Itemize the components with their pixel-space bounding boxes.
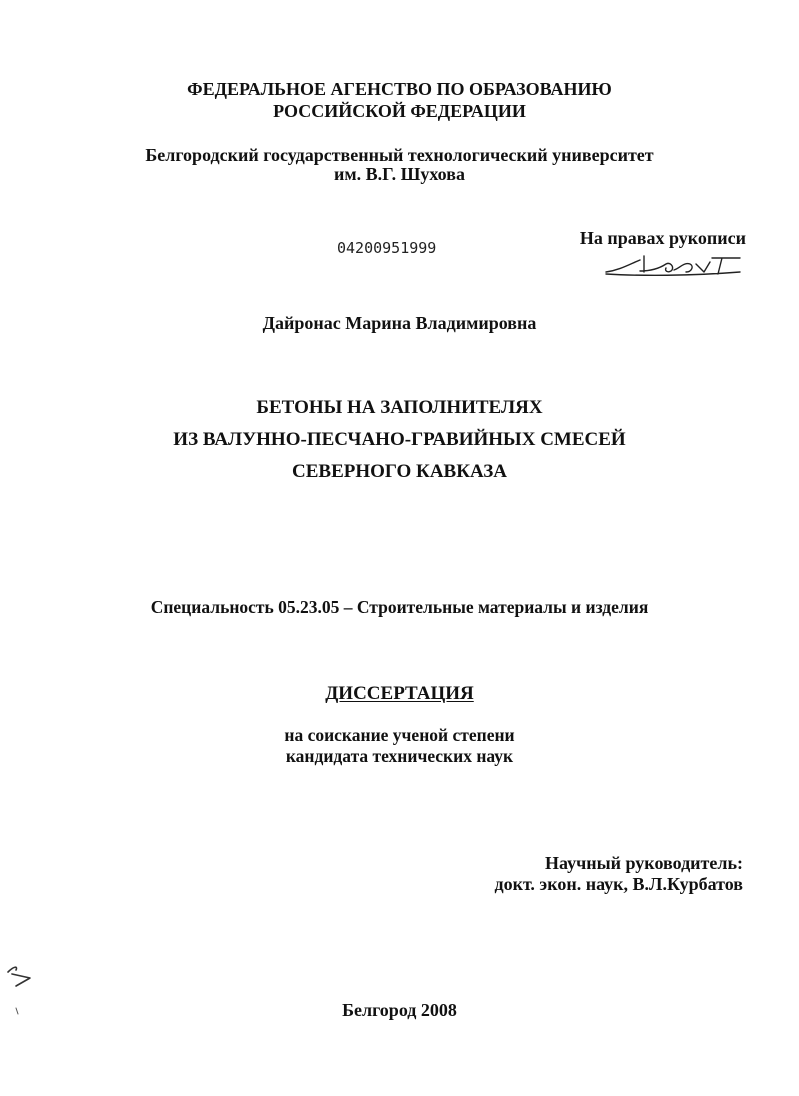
title-line-2: ИЗ ВАЛУННО-ПЕСЧАНО-ГРАВИЙНЫХ СМЕСЕЙ — [173, 429, 626, 450]
agency-line-2: РОССИЙСКОЙ ФЕДЕРАЦИИ — [273, 101, 526, 121]
agency-line-1: ФЕДЕРАЛЬНОЕ АГЕНСТВО ПО ОБРАЗОВАНИЮ — [187, 79, 612, 99]
university-line-2: им. В.Г. Шухова — [334, 164, 465, 184]
city-year: Белгород 2008 — [342, 1000, 457, 1020]
archive-stamp-number: 04200951999 — [337, 239, 437, 257]
university-line-1: Белгородский государственный технологический университет — [145, 145, 654, 165]
manuscript-rights-label: На правах рукописи — [579, 228, 746, 248]
specialty-line: Специальность 05.23.05 – Строительные материалы и изделия — [150, 597, 649, 617]
degree-purpose-line-1: на соискание ученой степени — [284, 725, 515, 745]
supervisor-name: докт. экон. наук, В.Л.Курбатов — [494, 874, 743, 894]
title-line-3: СЕВЕРНОГО КАВКАЗА — [292, 461, 507, 482]
degree-purpose-line-2: кандидата технических наук — [285, 746, 514, 766]
title-line-1: БЕТОНЫ НА ЗАПОЛНИТЕЛЯХ — [256, 397, 543, 418]
author-name: Дайронас Марина Владимировна — [262, 313, 537, 333]
signature-icon — [600, 250, 745, 282]
document-type-heading: ДИССЕРТАЦИЯ — [325, 683, 474, 704]
supervisor-label: Научный руководитель: — [545, 853, 743, 873]
